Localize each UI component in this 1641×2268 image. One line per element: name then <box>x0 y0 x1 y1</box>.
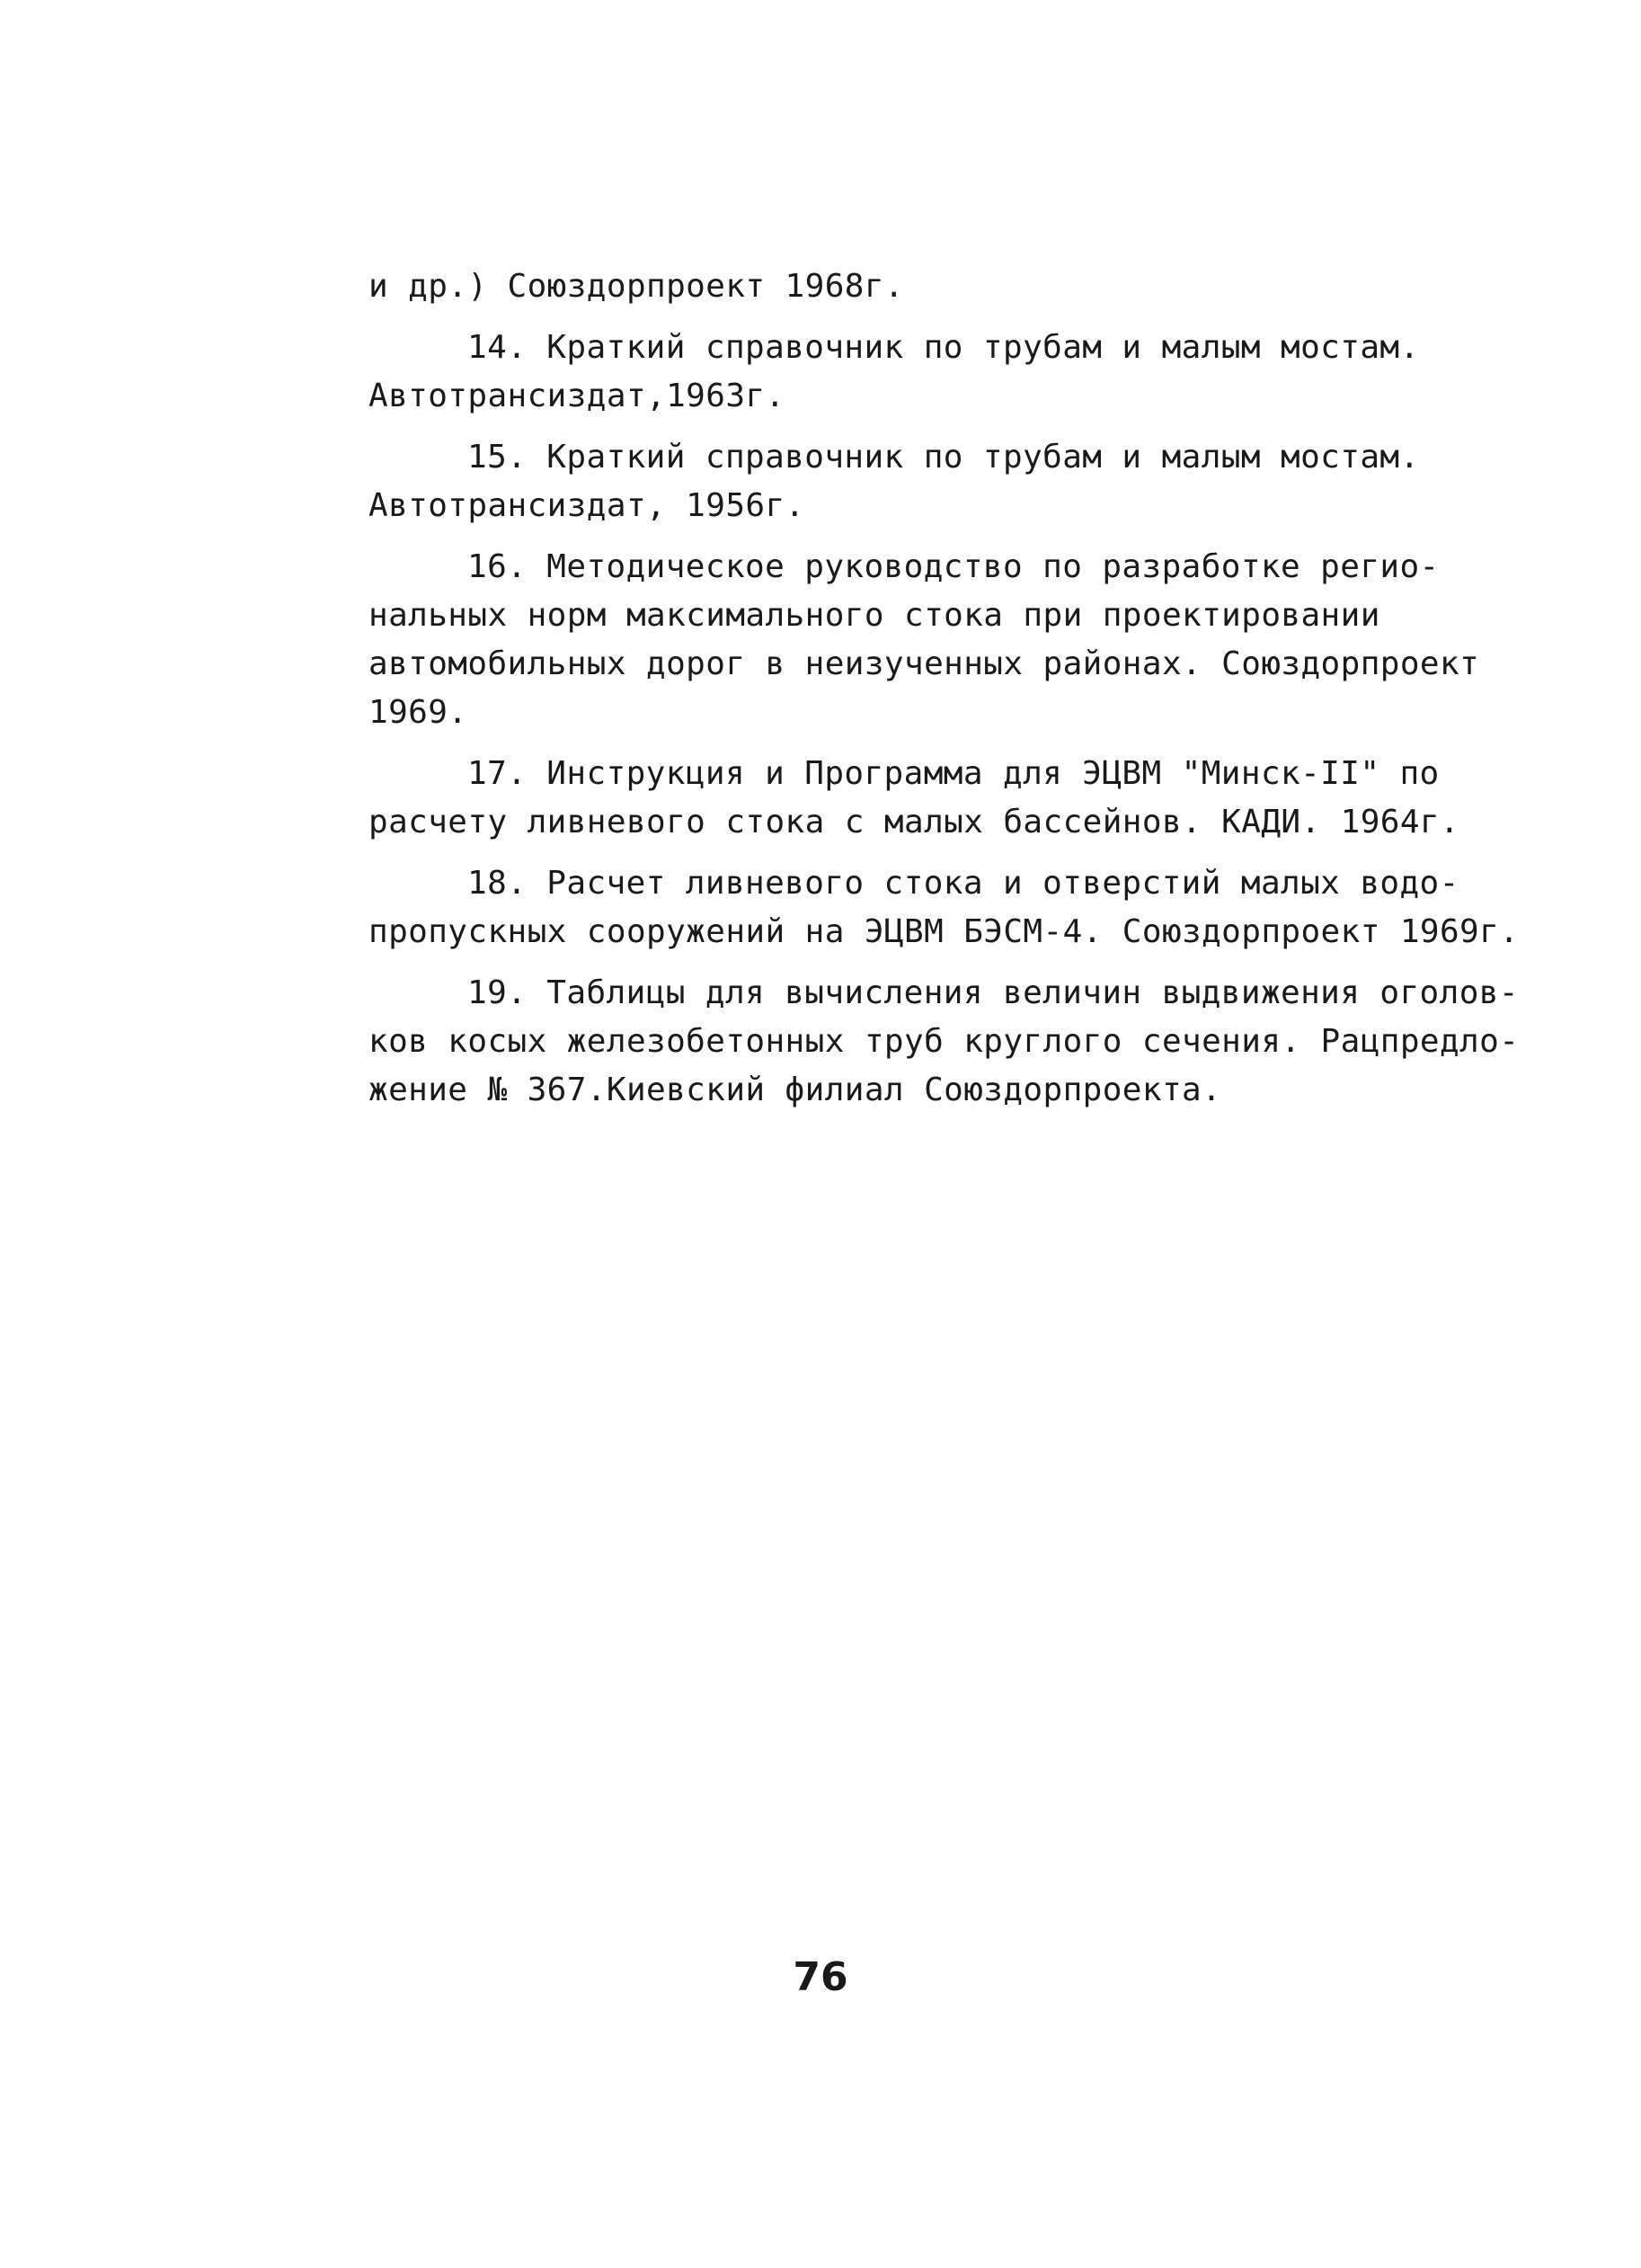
continuation-line: и др.) Союздорпроект 1968г. <box>368 268 904 305</box>
reference-line: 18. Расчет ливневого стока и отверстий малых водо- <box>467 865 1459 902</box>
reference-line: 15. Краткий справочник по трубам и малым мостам. <box>467 439 1420 476</box>
page-number: 76 <box>793 1954 848 2000</box>
reference-item-14 <box>368 324 1483 421</box>
reference-item-17 <box>368 750 1483 847</box>
reference-list <box>368 262 1520 1127</box>
reference-line: Автотрансиздат, 1956г. <box>368 487 805 524</box>
reference-item-16 <box>368 543 1483 737</box>
reference-item-18 <box>368 859 1520 956</box>
reference-line: жение № 367.Киевский филиал Союздорпроекта. <box>368 1072 1222 1108</box>
reference-line: пропускных сооружений на ЭЦВМ БЭСМ-4. Союздорпроект 1969г. <box>368 913 1520 950</box>
reference-line: автомобильных дорог в неизученных районах. Союздорпроект <box>368 645 1480 682</box>
reference-line: 14. Краткий справочник по трубам и малым мостам. <box>467 329 1420 366</box>
reference-line: нальных норм максимального стока при проектировании <box>368 597 1380 634</box>
reference-line: 1969. <box>368 694 468 731</box>
reference-line: 17. Инструкция и Программа для ЭЦВМ "Минск-II" по <box>467 755 1440 792</box>
reference-line: 19. Таблицы для вычисления величин выдвижения оголов- <box>467 974 1519 1011</box>
reference-line: ков косых железобетонных труб круглого сечения. Рацпредло- <box>368 1023 1520 1060</box>
reference-line: 16. Методическое руководство по разработке регио- <box>467 548 1440 585</box>
reference-item-15 <box>368 433 1483 530</box>
reference-line: Автотрансиздат,1963г. <box>368 378 785 414</box>
reference-item-19 <box>368 969 1520 1115</box>
reference-line: расчету ливневого стока с малых бассейнов. КАДИ. 1964г. <box>368 804 1460 840</box>
